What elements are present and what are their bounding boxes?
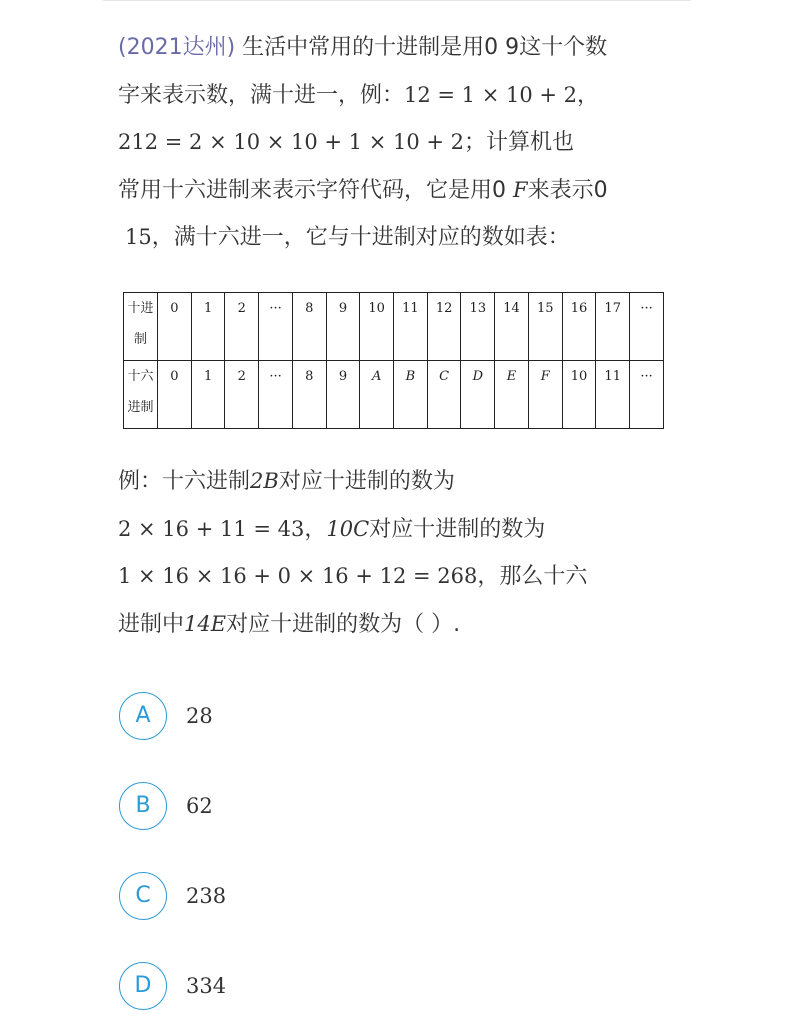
- question-source: (2021达州): [118, 35, 236, 60]
- option-c[interactable]: [119, 872, 419, 920]
- row-header-decimal: 十进 制: [124, 293, 158, 361]
- table-cell: ···: [259, 361, 293, 429]
- table-cell: 1: [191, 293, 225, 361]
- option-a-value[interactable]: 28: [186, 704, 213, 728]
- option-b-letter[interactable]: B: [119, 782, 167, 830]
- option-c-letter[interactable]: C: [119, 872, 167, 920]
- option-b-value[interactable]: 62: [186, 794, 213, 818]
- table-cell: F: [528, 361, 562, 429]
- table-cell: C: [427, 361, 461, 429]
- table-cell: 8: [292, 293, 326, 361]
- option-c-value[interactable]: 238: [186, 884, 227, 908]
- table-cell: E: [495, 361, 529, 429]
- option-d[interactable]: [119, 962, 419, 1010]
- top-divider: [103, 0, 691, 1]
- stem-line-1: (2021达州) 生活中常用的十进制是用0 9这十个数: [118, 35, 608, 60]
- table-cell: 0: [158, 293, 192, 361]
- option-b[interactable]: [119, 782, 419, 830]
- stem-line-5: 15，满十六进一，它与十进制对应的数如表：: [125, 225, 570, 250]
- table-cell: 11: [394, 293, 428, 361]
- table-cell: 15: [528, 293, 562, 361]
- stem-line-3: 212 = 2 × 10 × 10 + 1 × 10 + 2；计算机也: [118, 130, 575, 155]
- table-cell: A: [360, 361, 394, 429]
- stem-line-2: 字来表示数，满十进一，例：12 = 1 × 10 + 2，: [118, 82, 600, 108]
- conversion-table: [123, 292, 664, 425]
- table-cell: 10: [562, 361, 596, 429]
- table-cell: ···: [630, 293, 664, 361]
- option-d-letter[interactable]: D: [119, 962, 167, 1010]
- example-text: [118, 458, 678, 648]
- table-cell: 9: [326, 293, 360, 361]
- table-cell: 9: [326, 361, 360, 429]
- table-cell: 2: [225, 361, 259, 429]
- option-a-letter[interactable]: A: [119, 692, 167, 740]
- example-line-2: 2 × 16 + 11 = 43，10C对应十进制的数为: [118, 516, 546, 542]
- table-cell: ···: [259, 293, 293, 361]
- table-cell: 13: [461, 293, 495, 361]
- table-cell: 16: [562, 293, 596, 361]
- example-line-3: 1 × 16 × 16 + 0 × 16 + 12 = 268，那么十六: [118, 564, 588, 589]
- table-cell: 17: [596, 293, 630, 361]
- table-cell: 11: [596, 361, 630, 429]
- table-cell: 1: [191, 361, 225, 429]
- table-cell: 0: [158, 361, 192, 429]
- option-a[interactable]: [119, 692, 419, 740]
- table-cell: 14: [495, 293, 529, 361]
- example-line-1: 例：十六进制2B对应十进制的数为: [118, 469, 455, 494]
- table-cell: D: [461, 361, 495, 429]
- stem-line-4: 常用十六进制来表示字符代码，它是用0 F来表示0: [118, 177, 608, 203]
- option-d-value[interactable]: 334: [186, 974, 227, 998]
- table-cell: 8: [292, 361, 326, 429]
- row-header-hex: 十六 进制: [124, 361, 158, 429]
- table-row: [124, 293, 664, 361]
- table-cell: B: [394, 361, 428, 429]
- table-row: [124, 361, 664, 429]
- question-stem: [118, 24, 678, 262]
- table-cell: 10: [360, 293, 394, 361]
- table-cell: 12: [427, 293, 461, 361]
- example-line-4: 进制中14E对应十进制的数为（ ）.: [118, 611, 461, 637]
- table-cell: 2: [225, 293, 259, 361]
- table-cell: ···: [630, 361, 664, 429]
